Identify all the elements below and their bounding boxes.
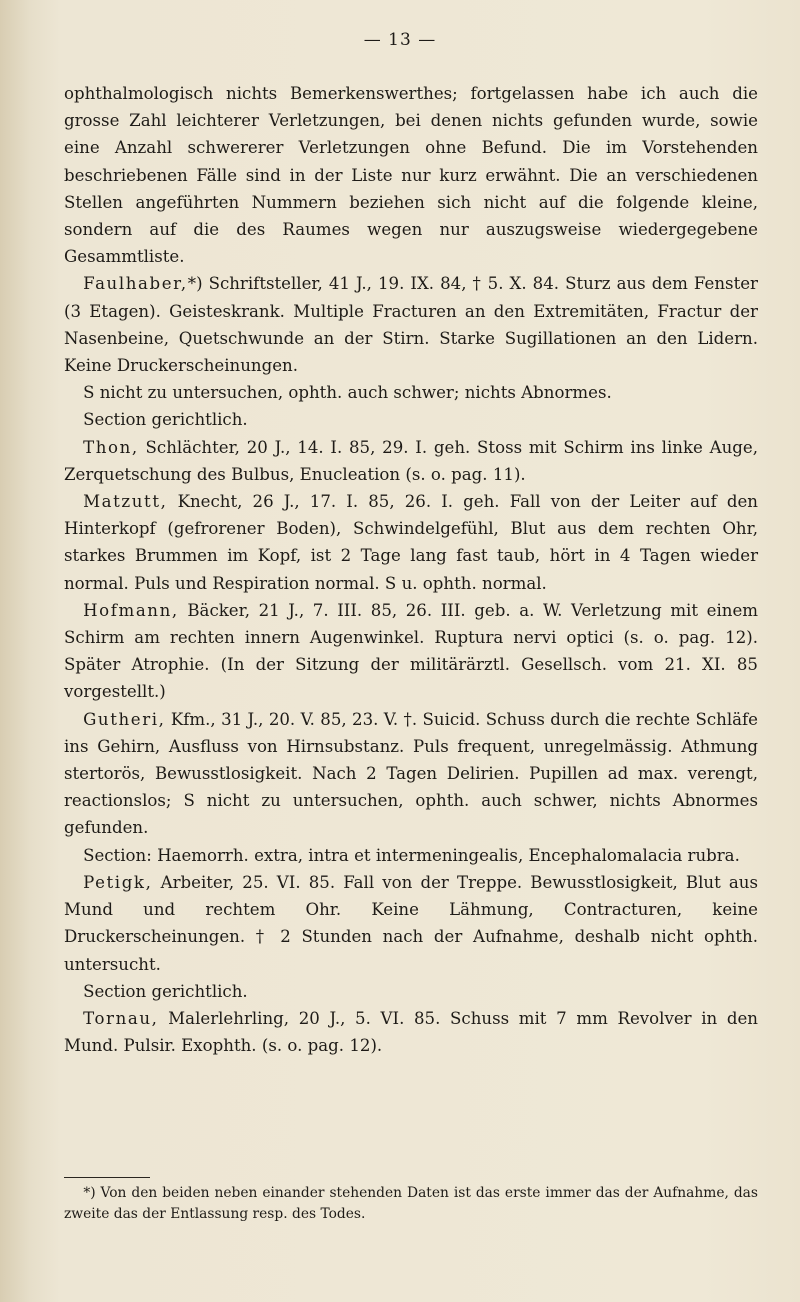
case-thon [64,434,758,488]
case-tornau [64,1005,758,1059]
footnote-rule [64,1177,150,1178]
case-name: Hofmann, [83,600,179,620]
case-matzutt [64,488,758,597]
case-note: Section gerichtlich. [83,410,248,430]
case-text: Knecht, 26 J., 17. I. 85, 26. I. geh. Fall von der Leiter auf den Hinterkopf (gefrorener Boden), Schwindelgefühl, Blut aus dem rechten Ohr, starkes Brummen im Kopf, ist 2 Tage lang fast taub, hört in 4 Tagen wieder normal. Puls und Respiration normal. S u. ophth. normal. [64,492,758,593]
case-gutheri [64,706,758,842]
case-text: Schlächter, 20 J., 14. I. 85, 29. I. geh. Stoss mit Schirm ins linke Auge, Zerquetschung des Bulbus, Enucleation (s. o. pag. 11). [64,437,758,484]
case-faulhaber [64,270,758,379]
case-note: Section: Haemorrh. extra, intra et intermeningealis, Encephalomalacia rubra. [83,845,740,865]
footnote-text: *) Von den beiden neben einander stehenden Daten ist das erste immer das der Aufnahme, das zweite das der Entlassung resp. des Todes. [64,1185,758,1222]
case-note: S nicht zu untersuchen, ophth. auch schwer; nichts Abnormes. [83,383,612,403]
main-text [64,80,758,1059]
case-text: *) Schriftsteller, 41 J., 19. IX. 84, † 5. X. 84. Sturz aus dem Fenster (3 Etagen). Geisteskrank. Multiple Fracturen an den Extremitäten, Fractur der Nasenbeine, Quetschwunde an der Stirn. Starke Sugillationen an den Lidern. Keine Druckerscheinungen. [64,274,758,376]
case-text: Malerlehrling, 20 J., 5. VI. 85. Schuss mit 7 mm Revolver in den Mund. Pulsir. Exophth. (s. o. pag. 12). [64,1008,758,1056]
case-name: Faulhaber, [83,274,188,294]
case-name: Gutheri, [83,709,166,729]
case-note: Section gerichtlich. [83,981,248,1001]
page-number: — 13 — [363,30,437,50]
case-text: Bäcker, 21 J., 7. III. 85, 26. III. geb. a. W. Verletzung mit einem Schirm am rechten innern Augenwinkel. Ruptura nervi optici (s. o. pag. 12). Später Atrophie. (In der Sitzung der militärärztl. Gesellsch. vom 21. XI. 85 vorgestellt.) [64,600,758,702]
case-text: Arbeiter, 25. VI. 85. Fall von der Treppe. Bewusstlosigkeit, Blut aus Mund und rechtem Ohr. Keine Lähmung, Contracturen, keine Druckerscheinungen. † 2 Stunden nach der Aufnahme, deshalb nicht ophth. untersucht. [64,872,758,974]
case-petigk [64,869,758,978]
case-text: Kfm., 31 J., 20. V. 85, 23. V. †. Suicid. Schuss durch die rechte Schläfe ins Gehirn, Ausfluss von Hirnsubstanz. Puls frequent, unregelmässig. Athmung stertorös, Bewusstlosigkeit. Nach 2 Tagen Delirien. Pupillen ad max. verengt, reactionslos; S nicht zu untersuchen, ophth. auch schwer, nichts Abnormes gefunden. [64,709,758,838]
footnote [64,1183,758,1225]
case-hofmann [64,597,758,706]
case-name: Thon, [83,437,139,457]
intro-paragraph: ophthalmologisch nichts Bemerkenswerthes; fortgelassen habe ich auch die grosse Zahl leichterer Verletzungen, bei denen nichts gefunden wurde, sowie eine Anzahl schwererer Verletzungen ohne Befund. Die im Vorstehenden beschriebenen Fälle sind in der Liste nur kurz erwähnt. Die an verschiedenen Stellen angeführten Nummern beziehen sich nicht auf die folgende kleine, sondern auf die des Raumes wegen nur auszugsweise wiedergegebene Gesammtliste. [64,84,758,267]
case-name: Petigk, [83,872,153,892]
case-name: Tornau, [83,1008,159,1028]
case-name: Matzutt, [83,492,168,512]
